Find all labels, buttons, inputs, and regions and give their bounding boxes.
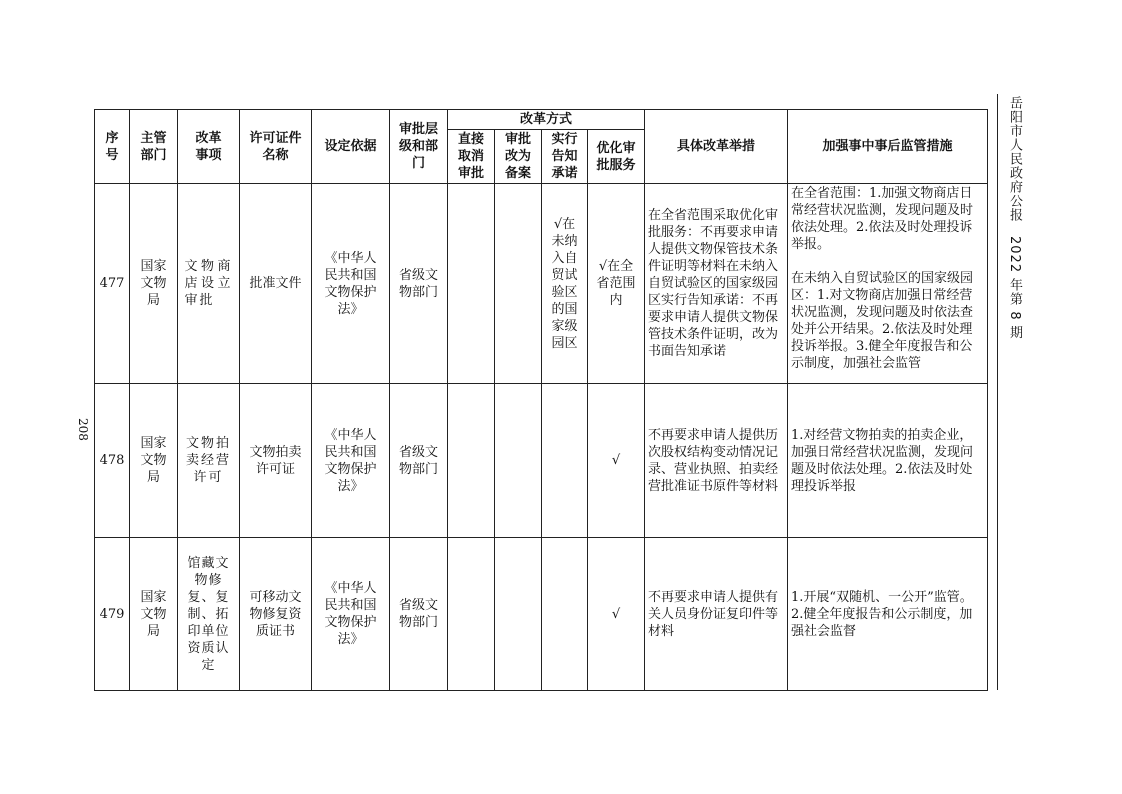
- cell-license: 文物拍卖许可证: [240, 384, 312, 538]
- cell-basis: 《中华人民共和国文物保护法》: [312, 384, 390, 538]
- col-header-seq: 序号: [95, 110, 130, 184]
- cell-optimize: √: [588, 384, 645, 538]
- page-number: 208: [76, 418, 90, 441]
- cell-notify: [542, 538, 588, 691]
- table-row: [95, 184, 988, 384]
- col-header-item: 改革事项: [178, 110, 240, 184]
- col-header-optimize: 优化审批服务: [588, 130, 645, 184]
- col-header-basis: 设定依据: [312, 110, 390, 184]
- reform-table: [94, 109, 988, 691]
- cell-optimize: √在全省范围内: [588, 184, 645, 384]
- col-header-measures: 具体改革举措: [645, 110, 788, 184]
- cell-notify: √在未纳入自贸试验区的国家级园区: [542, 184, 588, 384]
- col-header-level: 审批层级和部门: [390, 110, 448, 184]
- cell-item: 文物拍卖经营许可: [178, 384, 240, 538]
- cell-seq: 478: [95, 384, 130, 538]
- cell-to-filing: [495, 384, 542, 538]
- col-header-reform-group: 改革方式: [448, 110, 645, 130]
- cell-direct-cancel: [448, 384, 495, 538]
- cell-level: 省级文物部门: [390, 538, 448, 691]
- cell-item: 文物商店设立审批: [178, 184, 240, 384]
- cell-supervision: 1.开展“双随机、一公开”监管。2.健全年度报告和公示制度，加强社会监督: [788, 538, 988, 691]
- cell-seq: 479: [95, 538, 130, 691]
- cell-level: 省级文物部门: [390, 384, 448, 538]
- cell-license: 批准文件: [240, 184, 312, 384]
- cell-to-filing: [495, 538, 542, 691]
- col-header-to-filing: 审批改为备案: [495, 130, 542, 184]
- cell-measures: 不再要求申请人提供历次股权结构变动情况记录、营业执照、拍卖经营批准证书原件等材料: [645, 384, 788, 538]
- cell-dept: 国家文物局: [130, 384, 178, 538]
- cell-measures: 在全省范围采取优化审批服务：不再要求申请人提供文物保管技术条件证明等材料在未纳入自贸试验区的国家级园区实行告知承诺：不再要求申请人提供文物保管技术条件证明，改为书面告知承诺: [645, 184, 788, 384]
- cell-basis: 《中华人民共和国文物保护法》: [312, 184, 390, 384]
- cell-dept: 国家文物局: [130, 538, 178, 691]
- cell-to-filing: [495, 184, 542, 384]
- cell-measures: 不再要求申请人提供有关人员身份证复印件等材料: [645, 538, 788, 691]
- cell-seq: 477: [95, 184, 130, 384]
- cell-optimize: √: [588, 538, 645, 691]
- cell-basis: 《中华人民共和国文物保护法》: [312, 538, 390, 691]
- cell-license: 可移动文物修复资质证书: [240, 538, 312, 691]
- col-header-dept: 主管部门: [130, 110, 178, 184]
- journal-title: 岳阳市人民政府公报 2022 年第 8 期: [1007, 96, 1022, 340]
- cell-item: 馆藏文物修复、复制、拓印单位资质认定: [178, 538, 240, 691]
- cell-level: 省级文物部门: [390, 184, 448, 384]
- cell-dept: 国家文物局: [130, 184, 178, 384]
- col-header-supervision: 加强事中事后监管措施: [788, 110, 988, 184]
- col-header-license: 许可证件名称: [240, 110, 312, 184]
- cell-supervision: 在全省范围：1.加强文物商店日常经营状况监测，发现问题及时依法处理。2.依法及时处理投诉举报。 在未纳入自贸试验区的国家级园区：1.对文物商店加强日常经营状况监测，发现问题及时依法查处并公开结果。2.依法及时处理投诉举报。3.健全年度报告和公示制度，加强社会监管: [788, 184, 988, 384]
- table-row: [95, 384, 988, 538]
- cell-direct-cancel: [448, 184, 495, 384]
- cell-supervision: 1.对经营文物拍卖的拍卖企业，加强日常经营状况监测，发现问题及时依法处理。2.依法及时处理投诉举报: [788, 384, 988, 538]
- col-header-direct-cancel: 直接取消审批: [448, 130, 495, 184]
- side-divider: [997, 94, 998, 690]
- cell-direct-cancel: [448, 538, 495, 691]
- col-header-notify: 实行告知承诺: [542, 130, 588, 184]
- table-row: [95, 538, 988, 691]
- cell-notify: [542, 384, 588, 538]
